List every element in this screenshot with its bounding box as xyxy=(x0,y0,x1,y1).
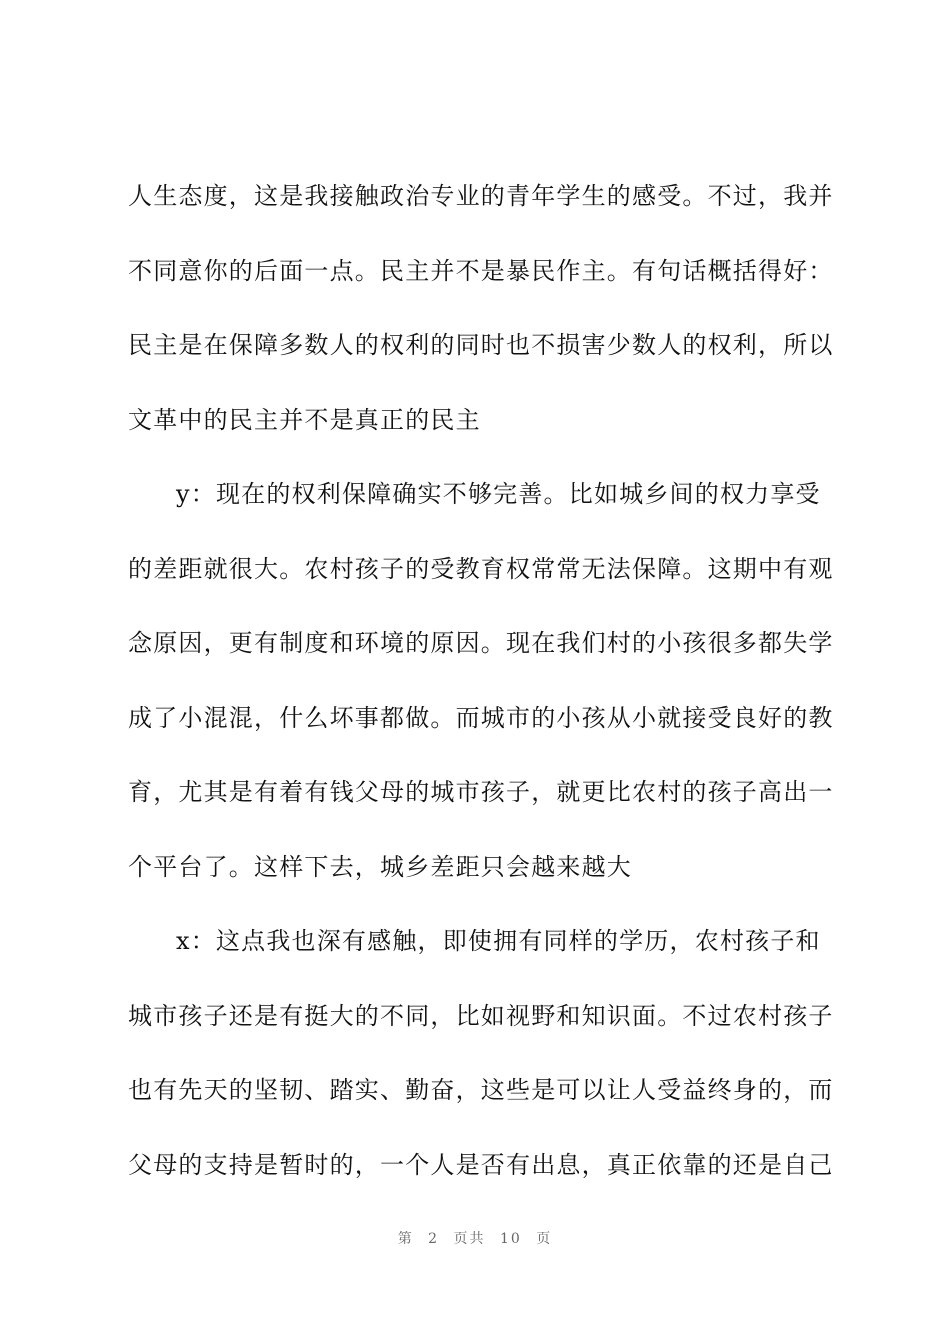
text-line-10: 个平台了。这样下去，城乡差距只会越来越大 xyxy=(128,852,632,881)
document-body xyxy=(128,170,848,1213)
page-footer xyxy=(0,1228,950,1248)
text-line-11: x：这点我也深有感触，即使拥有同样的学历，农村孩子和 xyxy=(176,927,821,955)
text-line-5: y：现在的权利保障确实不够完善。比如城乡间的权力享受 xyxy=(176,480,821,508)
footer-page-number: 2 xyxy=(428,1231,440,1247)
footer-middle: 页共 xyxy=(453,1231,486,1247)
text-line-7: 念原因，更有制度和环境的原因。现在我们村的小孩很多都失学 xyxy=(128,629,834,657)
text-line-3: 民主是在保障多数人的权利的同时也不损害少数人的权利，所以 xyxy=(128,331,834,359)
footer-suffix: 页 xyxy=(536,1231,553,1247)
text-line-6: 的差距就很大。农村孩子的受教育权常常无法保障。这期中有观 xyxy=(128,554,834,583)
text-line-1: 人生态度，这是我接触政治专业的青年学生的感受。不过，我并 xyxy=(128,182,834,210)
text-line-2: 不同意你的后面一点。民主并不是暴民作主。有句话概括得好： xyxy=(128,256,834,285)
text-line-13: 也有先天的坚韧、踏实、勤奋，这些是可以让人受益终身的，而 xyxy=(128,1076,834,1104)
text-line-9: 育，尤其是有着有钱父母的城市孩子，就更比农村的孩子高出一 xyxy=(128,778,834,806)
text-line-4: 文革中的民主并不是真正的民主 xyxy=(128,405,481,434)
footer-total-pages: 10 xyxy=(500,1231,522,1247)
footer-prefix: 第 xyxy=(397,1231,414,1247)
text-line-12: 城市孩子还是有挺大的不同，比如视野和知识面。不过农村孩子 xyxy=(128,1001,834,1030)
text-line-14: 父母的支持是暂时的，一个人是否有出息，真正依靠的还是自己 xyxy=(128,1150,834,1179)
text-line-8: 成了小混混，什么坏事都做。而城市的小孩从小就接受良好的教 xyxy=(128,703,834,732)
